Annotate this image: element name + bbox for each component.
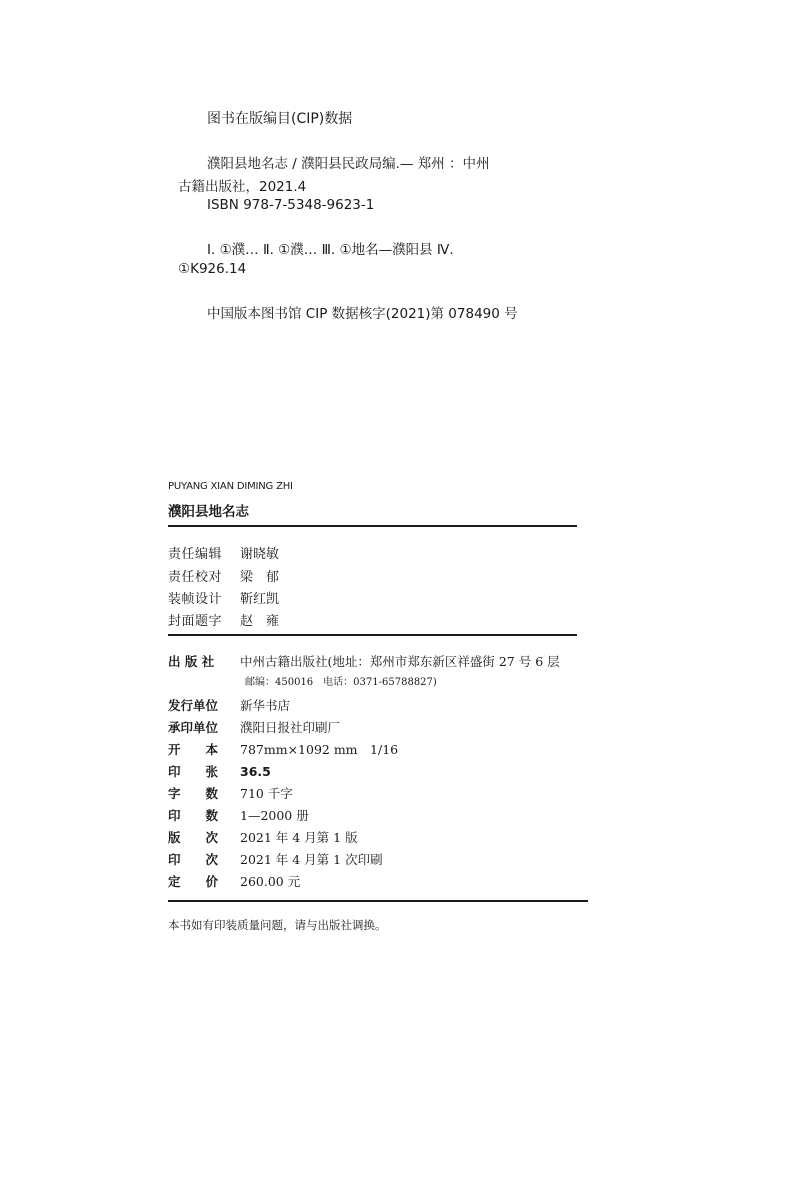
info-row: [168, 850, 383, 868]
info-label: 版 次: [168, 830, 219, 845]
info-row: [168, 762, 271, 780]
credit-row: [168, 566, 279, 585]
book-title: 濮阳县地名志: [168, 504, 249, 520]
publisher-label: 出 版 社: [168, 654, 215, 669]
info-value: 787mm×1092 mm 1/16: [240, 742, 399, 757]
credit-value: 谢晓敏: [240, 547, 280, 562]
info-value: 260.00 元: [240, 874, 301, 889]
info-value: 1—2000 册: [240, 808, 309, 823]
info-label: 字 数: [168, 786, 219, 801]
cip-line-1: 濮阳县地名志 / 濮阳县民政局编.— 郑州 ：中州: [207, 156, 490, 172]
info-row: [168, 872, 300, 890]
credit-label: 责任编辑: [168, 547, 223, 562]
book-pinyin-title: PUYANG XIAN DIMING ZHI: [168, 481, 293, 492]
info-label: 开 本: [168, 742, 219, 757]
credit-label: 封面题字: [168, 614, 223, 629]
info-row: [168, 696, 290, 714]
info-value: 710 千字: [240, 786, 293, 801]
info-value: 新华书店: [240, 698, 291, 713]
info-label: 定 价: [168, 874, 219, 889]
info-label: 印 张: [168, 764, 219, 779]
info-value: 2021 年 4 月第 1 次印刷: [240, 852, 383, 867]
credit-row: [168, 588, 279, 607]
info-row: [168, 718, 340, 736]
cip-record-number: 中国版本图书馆 CIP 数据核字(2021)第 078490 号: [207, 306, 518, 322]
credit-row: [168, 610, 279, 629]
credit-value: 梁 郁: [240, 570, 280, 585]
publisher-row: [168, 652, 560, 670]
cip-heading: 图书在版编目(CIP)数据: [207, 111, 353, 127]
publisher-value: 中州古籍出版社(地址：郑州市郑东新区祥盛街 27 号 6 层: [240, 654, 560, 669]
cip-classification-code: ①K926.14: [178, 261, 247, 277]
publisher-contact: 邮编：450016 电话：0371-65788827): [245, 677, 437, 688]
cip-line-2: 古籍出版社，2021.4: [178, 179, 307, 195]
quality-notice: 本书如有印装质量问题，请与出版社调换。: [168, 918, 387, 932]
divider: [168, 525, 577, 527]
cip-isbn: ISBN 978-7-5348-9623-1: [207, 197, 375, 213]
cip-classification-line: Ⅰ. ①濮… Ⅱ. ①濮… Ⅲ. ①地名—濮阳县 Ⅳ.: [207, 242, 454, 258]
divider: [168, 634, 577, 636]
info-label: 承印单位: [168, 720, 219, 735]
info-label: 印 数: [168, 808, 219, 823]
info-label: 发行单位: [168, 698, 219, 713]
info-value: 濮阳日报社印刷厂: [240, 720, 341, 735]
credit-value: 靳红凯: [240, 592, 280, 607]
info-row: [168, 828, 358, 846]
credit-row: [168, 543, 279, 562]
info-value: 36.5: [240, 764, 271, 779]
info-label: 印 次: [168, 852, 219, 867]
credit-label: 责任校对: [168, 570, 223, 585]
info-value: 2021 年 4 月第 1 版: [240, 830, 358, 845]
info-row: [168, 784, 293, 802]
credit-value: 赵 雍: [240, 614, 280, 629]
credit-label: 装帧设计: [168, 592, 223, 607]
divider: [168, 900, 588, 902]
info-row: [168, 806, 309, 824]
info-row: [168, 740, 398, 758]
